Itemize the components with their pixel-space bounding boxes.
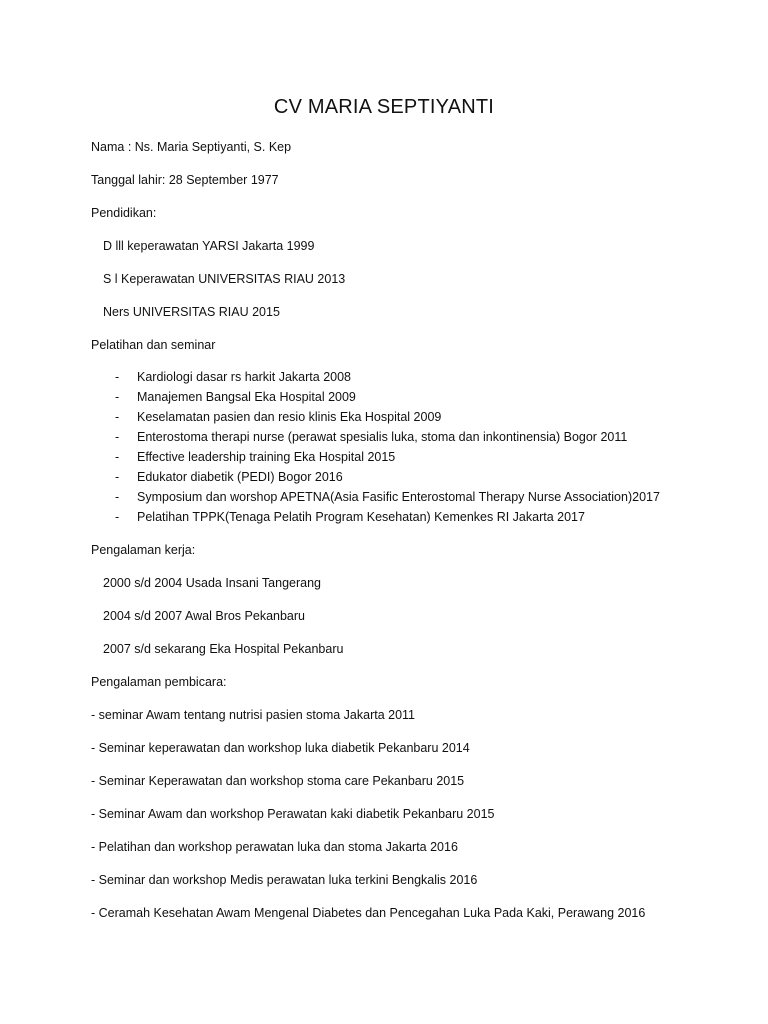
- pelatihan-item: [115, 369, 351, 385]
- bullet-dash: -: [115, 370, 120, 384]
- pelatihan-item: [115, 429, 627, 445]
- pendidikan-item: D lll keperawatan YARSI Jakarta 1999: [103, 239, 315, 253]
- bullet-dash: -: [115, 390, 120, 404]
- pelatihan-item-text: Symposium dan worshop APETNA(Asia Fasific Enterostomal Therapy Nurse Association)2017: [137, 490, 660, 504]
- pembicara-item: - seminar Awam tentang nutrisi pasien stoma Jakarta 2011: [91, 708, 416, 722]
- pendidikan-item: Ners UNIVERSITAS RIAU 2015: [103, 305, 280, 319]
- pelatihan-item-text: Effective leadership training Eka Hospital 2015: [137, 450, 396, 464]
- pendidikan-heading: Pendidikan:: [91, 206, 157, 220]
- bullet-dash: -: [115, 470, 120, 484]
- pelatihan-item-text: Pelatihan TPPK(Tenaga Pelatih Program Kesehatan) Kemenkes RI Jakarta 2017: [137, 510, 585, 524]
- pelatihan-item-text: Manajemen Bangsal Eka Hospital 2009: [137, 390, 356, 404]
- bullet-dash: -: [115, 430, 120, 444]
- pelatihan-item: [115, 409, 441, 425]
- pembicara-item: - Seminar keperawatan dan workshop luka diabetik Pekanbaru 2014: [91, 741, 470, 755]
- pembicara-item: - Pelatihan dan workshop perawatan luka dan stoma Jakarta 2016: [91, 840, 458, 854]
- pembicara-item: - Seminar dan workshop Medis perawatan luka terkini Bengkalis 2016: [91, 873, 478, 887]
- pengalaman-kerja-item: 2007 s/d sekarang Eka Hospital Pekanbaru: [103, 642, 344, 656]
- pelatihan-item: [115, 509, 585, 525]
- pembicara-item: - Ceramah Kesehatan Awam Mengenal Diabetes dan Pencegahan Luka Pada Kaki, Perawang 2016: [91, 906, 646, 920]
- tanggal-lahir-line: Tanggal lahir: 28 September 1977: [91, 173, 279, 187]
- pengalaman-kerja-heading: Pengalaman kerja:: [91, 543, 196, 557]
- pelatihan-item: [115, 449, 395, 465]
- pembicara-item: - Seminar Keperawatan dan workshop stoma care Pekanbaru 2015: [91, 774, 465, 788]
- bullet-dash: -: [115, 490, 120, 504]
- pelatihan-item: [115, 489, 660, 505]
- bullet-dash: -: [115, 450, 120, 464]
- nama-line: Nama : Ns. Maria Septiyanti, S. Kep: [91, 140, 292, 154]
- pendidikan-item: S l Keperawatan UNIVERSITAS RIAU 2013: [103, 272, 346, 286]
- pelatihan-item-text: Enterostoma therapi nurse (perawat spesialis luka, stoma dan inkontinensia) Bogor 2011: [137, 430, 628, 444]
- pelatihan-item-text: Keselamatan pasien dan resio klinis Eka Hospital 2009: [137, 410, 442, 424]
- pelatihan-heading: Pelatihan dan seminar: [91, 338, 216, 352]
- pengalaman-kerja-item: 2000 s/d 2004 Usada Insani Tangerang: [103, 576, 321, 590]
- pelatihan-item: [115, 469, 343, 485]
- document-title: CV MARIA SEPTIYANTI: [273, 96, 495, 118]
- pelatihan-item-text: Kardiologi dasar rs harkit Jakarta 2008: [137, 370, 352, 384]
- bullet-dash: -: [115, 510, 120, 524]
- pelatihan-item: [115, 389, 356, 405]
- pelatihan-item-text: Edukator diabetik (PEDI) Bogor 2016: [137, 470, 343, 484]
- bullet-dash: -: [115, 410, 120, 424]
- pengalaman-pembicara-heading: Pengalaman pembicara:: [91, 675, 227, 689]
- pembicara-item: - Seminar Awam dan workshop Perawatan kaki diabetik Pekanbaru 2015: [91, 807, 495, 821]
- pengalaman-kerja-item: 2004 s/d 2007 Awal Bros Pekanbaru: [103, 609, 305, 623]
